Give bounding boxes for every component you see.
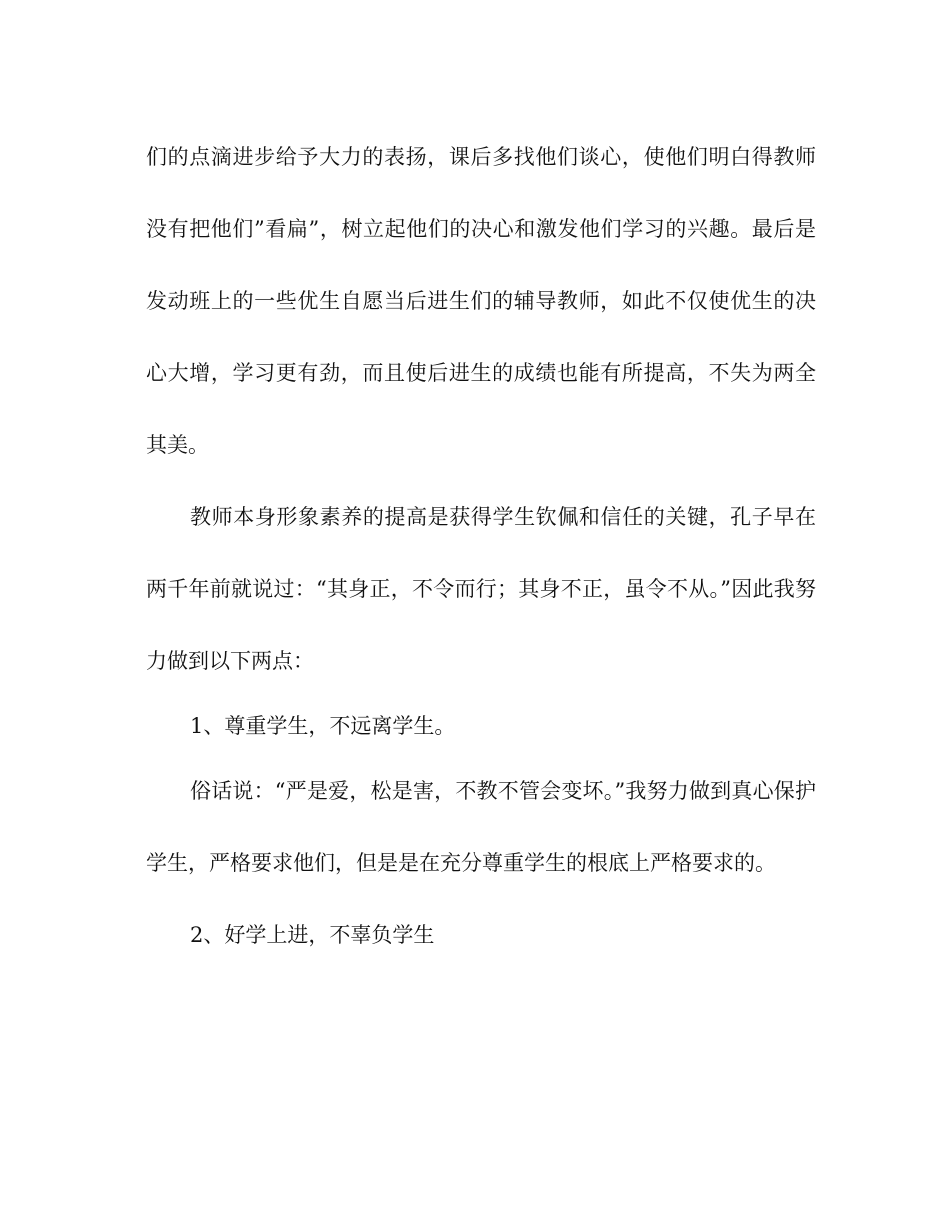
paragraph-point-one: 1、尊重学生，不远离学生。 — [190, 714, 456, 738]
paragraph-point-two: 2、好学上进，不辜负学生 — [190, 923, 435, 947]
paragraph-strict-love: 俗话说：“严是爱，松是害，不教不管会变坏。”我努力做到真心保护学生，严格要求他们，但是是在充分尊重学生的根底上严格要求的。 — [146, 779, 816, 875]
paragraph-teacher-image: 教师本身形象素养的提高是获得学生钦佩和信任的关键，孔子早在两千年前就说过：“其身正，不令而行；其身不正，虽令不从。”因此我努力做到以下两点： — [146, 505, 816, 673]
paragraph-praise-progress: 们的点滴进步给予大力的表扬，课后多找他们谈心，使他们明白得教师没有把他们”看扁”，树立起他们的决心和激发他们学习的兴趣。最后是发动班上的一些优生自愿当后进生们的辅导教师，如此不仅使优生的决心大增，学习更有劲，而且使后进生的成绩也能有所提高，不失为两全其美。 — [146, 145, 816, 457]
document-body — [146, 121, 816, 971]
